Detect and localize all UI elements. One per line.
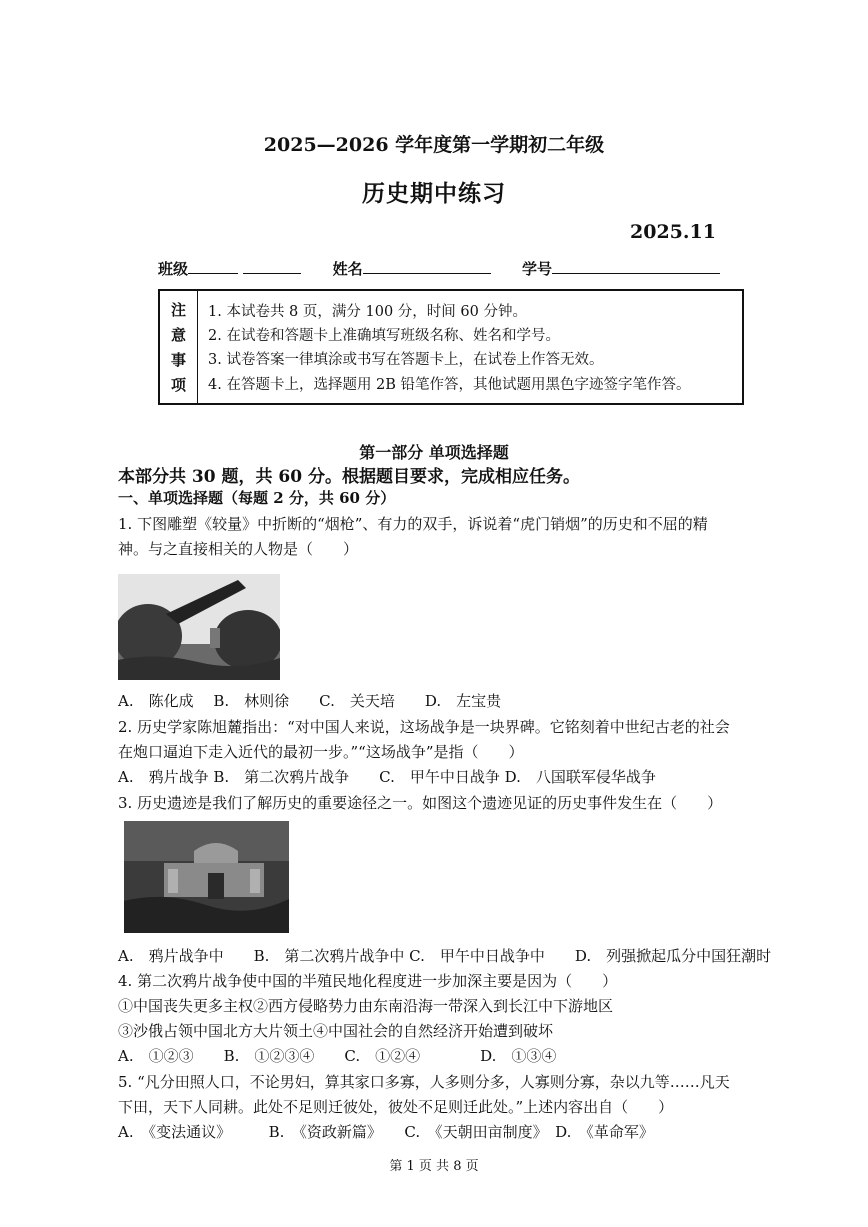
page-footer: 第 1 页 共 8 页	[389, 1159, 479, 1174]
sculpture-photo	[118, 574, 280, 680]
question-5-stem: 5. “凡分田照人口，不论男妇，算其家口多寡，人多则分多，人寡则分寡，杂以九等……凡天	[118, 1073, 730, 1091]
notice-side-label	[160, 291, 198, 403]
id-blank[interactable]	[552, 259, 720, 274]
question-4-options: A. ①②③ B. ①②③④ C. ①②④ D. ①③④	[118, 1047, 557, 1065]
class-label: 班级	[158, 260, 189, 278]
question-1-stem: 1. 下图雕塑《较量》中折断的“烟枪”、有力的双手，诉说着“虎门销烟”的历史和不屈的精	[118, 515, 708, 533]
name-blank[interactable]	[363, 259, 491, 274]
question-3-options: A. 鸦片战争中 B. 第二次鸦片战争中 C. 甲午中日战争中 D. 列强掀起瓜分中国狂潮时	[118, 947, 772, 965]
notice-side-char: 项	[171, 376, 187, 394]
section-subtitle: 一、单项选择题（每题 2 分，共 60 分）	[118, 489, 396, 507]
question-2-options: A. 鸦片战争 B. 第二次鸦片战争 C. 甲午中日战争 D. 八国联军侵华战争	[118, 768, 656, 786]
question-4-stem: 4. 第二次鸦片战争使中国的半殖民地化程度进一步加深主要是因为（ ）	[118, 972, 618, 990]
notice-box	[158, 289, 744, 405]
ruins-photo-svg	[124, 821, 289, 933]
exam-date: 2025.11	[630, 221, 716, 243]
exam-title-line1: 2025—2026 学年度第一学期初二年级	[263, 134, 605, 156]
section-intro: 本部分共 30 题，共 60 分。根据题目要求，完成相应任务。	[118, 467, 580, 487]
notice-item: 4. 在答题卡上，选择题用 2B 铅笔作答，其他试题用黑色字迹签字笔作答。	[208, 377, 691, 393]
name-label: 姓名	[332, 260, 363, 278]
notice-side-char: 事	[171, 351, 187, 369]
notice-item: 1. 本试卷共 8 页，满分 100 分，时间 60 分钟。	[208, 304, 527, 320]
ruins-photo	[124, 821, 289, 933]
sculpture-photo-svg	[118, 574, 280, 680]
class-blank[interactable]	[188, 259, 238, 274]
question-5-options: A. 《变法通议》 B. 《资政新篇》 C. 《天朝田亩制度》 D. 《革命军》	[118, 1123, 654, 1141]
question-5-stem-cont: 下田，天下人同耕。此处不足则迁彼处，彼处不足则迁此处。”上述内容出自（ ）	[118, 1098, 674, 1116]
notice-side-char: 注	[171, 301, 187, 319]
question-4-line3: ③沙俄占领中国北方大片领土④中国社会的自然经济开始遭到破坏	[118, 1022, 554, 1040]
notice-side-char: 意	[171, 326, 187, 344]
notice-item: 2. 在试卷和答题卡上准确填写班级名称、姓名和学号。	[208, 328, 560, 344]
question-1-options: A. 陈化成 B. 林则徐 C. 关天培 D. 左宝贵	[118, 692, 502, 710]
class-blank-2[interactable]	[243, 259, 301, 274]
id-label: 学号	[521, 260, 552, 278]
section-title: 第一部分 单项选择题	[359, 443, 509, 462]
notice-item: 3. 试卷答案一律填涂或书写在答题卡上，在试卷上作答无效。	[208, 352, 604, 368]
question-4-line2: ①中国丧失更多主权②西方侵略势力由东南沿海一带深入到长江中下游地区	[118, 997, 614, 1015]
question-2-stem: 2. 历史学家陈旭麓指出：“对中国人来说，这场战争是一块界碑。它铭刻着中世纪古老的社会	[118, 718, 730, 736]
student-info-row	[158, 258, 720, 279]
question-1-stem-cont: 神。与之直接相关的人物是（ ）	[118, 540, 359, 558]
exam-title-line2: 历史期中练习	[362, 180, 506, 207]
question-3-stem: 3. 历史遗迹是我们了解历史的重要途径之一。如图这个遗迹见证的历史事件发生在（ ）	[118, 794, 723, 812]
question-2-stem-cont: 在炮口逼迫下走入近代的最初一步。”“这场战争”是指（ ）	[118, 743, 524, 761]
